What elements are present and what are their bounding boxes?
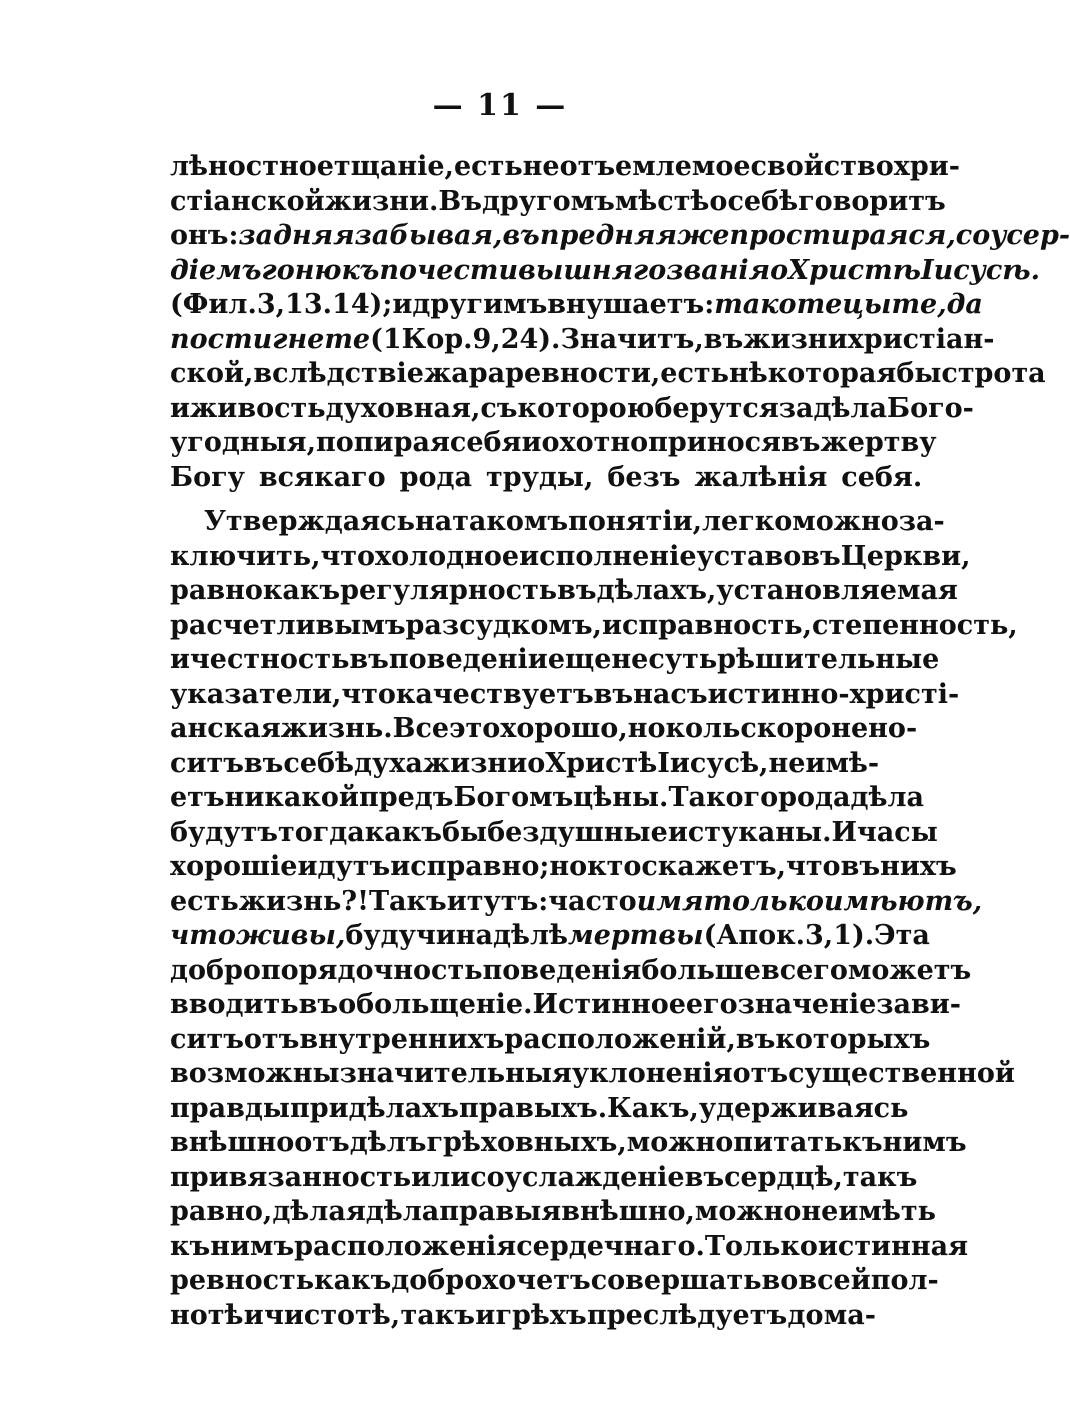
word: внушаетъ: <box>547 289 715 320</box>
word: охотно <box>541 427 649 458</box>
word: 24). <box>500 323 561 355</box>
word: Значитъ, <box>560 323 704 355</box>
word: свойство <box>750 151 894 182</box>
word: принося <box>648 427 781 458</box>
word: будучи <box>345 920 456 951</box>
word: какъ <box>364 816 442 848</box>
word: съ <box>480 392 518 424</box>
word: 9, <box>472 323 501 355</box>
word: ма- <box>823 1299 876 1331</box>
word: не <box>801 1196 839 1227</box>
word: равно, <box>170 1196 273 1227</box>
word: что <box>786 851 841 882</box>
word: сердечнаго. <box>516 1230 705 1262</box>
word: Въ <box>438 185 482 217</box>
italic-word: гоню <box>261 254 342 286</box>
word: быстрота <box>896 358 1046 389</box>
italic-word: діемъ <box>170 254 262 286</box>
text-line <box>170 461 923 496</box>
word: добро <box>391 1265 483 1296</box>
word: Истинное <box>532 989 686 1020</box>
word: 3, <box>805 920 834 951</box>
word: есть <box>170 885 239 917</box>
italic-word: предняя <box>539 220 677 251</box>
word: какъ <box>262 575 341 606</box>
word: духовная, <box>325 392 481 424</box>
text-line <box>170 643 940 678</box>
text-line <box>170 1195 936 1230</box>
word: ключить, <box>170 540 321 572</box>
word: въ <box>298 989 339 1020</box>
word: ской, <box>170 358 254 389</box>
word: Такого <box>668 782 779 813</box>
word: Все <box>392 713 450 744</box>
italic-word: мертвы <box>568 920 704 951</box>
italic-word: да <box>946 289 983 320</box>
word: христіан- <box>847 323 995 355</box>
text-line <box>170 150 960 185</box>
word: рѣшительные <box>717 644 940 675</box>
text-line <box>170 1023 931 1058</box>
word: въ <box>349 644 389 675</box>
word: равно <box>170 575 263 606</box>
word: къ <box>170 1230 211 1262</box>
word: въ <box>840 851 881 882</box>
word: цѣны. <box>573 782 669 813</box>
word: дѣлѣ <box>493 920 569 951</box>
word: себя. <box>841 461 923 493</box>
word: въ <box>593 678 634 710</box>
word: и <box>243 1299 264 1331</box>
word: 14); <box>332 289 393 320</box>
word: тщаніе, <box>333 151 454 182</box>
word: внѣшно, <box>561 1196 695 1227</box>
word: къ <box>842 1127 883 1158</box>
word: добропорядочность <box>170 954 483 986</box>
text-line <box>170 540 971 575</box>
word: отъ <box>294 1127 350 1158</box>
text-line <box>170 678 960 713</box>
word: во <box>761 1265 799 1296</box>
word: никакой <box>224 782 359 813</box>
word: Какъ, <box>607 1092 699 1124</box>
word: жара <box>423 358 506 389</box>
text-line <box>170 885 983 920</box>
word: въ <box>243 747 284 779</box>
word: поведеніи <box>388 644 548 675</box>
word: чистотѣ, <box>264 1299 401 1331</box>
italic-word: имя <box>636 885 704 917</box>
word: исправно; <box>390 851 550 882</box>
word: расчетливымъ <box>170 609 406 641</box>
paragraph-gap <box>170 495 876 505</box>
text-line <box>170 1161 918 1196</box>
word: и <box>475 1299 496 1331</box>
word: привязанность <box>170 1161 412 1193</box>
text-line <box>170 219 1070 254</box>
word: легко <box>702 506 793 537</box>
word: которою <box>517 392 655 424</box>
word: етъ <box>170 782 225 813</box>
word: дѣлахъ, <box>596 575 717 606</box>
word: имѣ- <box>805 747 880 779</box>
word: возможны <box>170 1058 340 1089</box>
word: и <box>392 289 413 320</box>
word: правыхъ. <box>458 1092 608 1124</box>
word: скоро <box>740 713 832 744</box>
word: Церкви, <box>840 540 971 572</box>
word: живость <box>190 392 326 424</box>
word: нотѣ <box>170 1299 244 1331</box>
word: ревности, <box>505 358 661 389</box>
word: говоритъ <box>798 185 946 217</box>
word: указатели, <box>170 678 342 710</box>
word: больше <box>641 954 761 986</box>
word: его <box>685 989 738 1020</box>
italic-word: задняя <box>238 220 355 251</box>
word: тутъ: <box>466 885 549 917</box>
word: въ <box>780 427 821 458</box>
word: правыя <box>439 1196 562 1227</box>
text-line <box>170 426 937 461</box>
word: суть <box>648 644 718 675</box>
word: правды <box>170 1092 290 1124</box>
word: другимъ <box>412 289 548 320</box>
text-line <box>170 288 983 323</box>
word: истинная <box>817 1230 969 1262</box>
word: но- <box>868 713 918 744</box>
text-line <box>170 988 961 1023</box>
word: идутъ <box>297 851 391 882</box>
word: тогда <box>278 816 365 848</box>
word: степенность, <box>811 609 1018 641</box>
word: себѣ <box>727 185 799 217</box>
text-line <box>170 747 880 782</box>
text-line <box>170 1230 969 1265</box>
word: неотъемлемое <box>522 151 751 182</box>
word: регулярность <box>340 575 558 606</box>
word: жизни. <box>324 185 439 217</box>
word: пол- <box>870 1265 939 1296</box>
word: есть <box>453 151 523 182</box>
word: сердцѣ, <box>724 1161 843 1193</box>
italic-word: забывая, <box>354 220 503 251</box>
text-line <box>170 1126 967 1161</box>
word: отъ <box>243 1023 300 1055</box>
word: труды, <box>486 461 594 493</box>
word: въ <box>557 575 597 606</box>
word: всей <box>798 1265 871 1296</box>
word: имѣть <box>838 1196 936 1227</box>
word: лѣностное <box>170 151 334 182</box>
text-line <box>170 712 918 747</box>
word: хри- <box>893 151 960 182</box>
italic-word: къ <box>341 254 380 286</box>
word: дѣлая <box>272 1196 366 1227</box>
word: 13. <box>285 289 333 320</box>
word: истуканы. <box>667 816 832 848</box>
word: истинно-христі- <box>707 678 960 710</box>
word: Іисусѣ, <box>657 747 769 779</box>
text-line <box>170 357 1046 392</box>
italic-word: что <box>170 920 236 951</box>
word: совершать <box>590 1265 762 1296</box>
word: качествуетъ <box>395 678 594 710</box>
word: 3, <box>256 289 286 320</box>
word: на <box>455 920 494 951</box>
word: и <box>446 885 467 917</box>
word: рода <box>778 782 851 813</box>
text-line <box>170 1264 939 1299</box>
italic-word: тецыте, <box>796 289 947 320</box>
text-line <box>170 850 957 885</box>
word: дѣла <box>813 392 888 424</box>
word: жертву <box>820 427 937 458</box>
text-line <box>170 254 1041 289</box>
word: въ <box>703 323 744 355</box>
word: онъ: <box>170 220 239 251</box>
word: нимъ <box>210 1230 295 1262</box>
word: существенной <box>788 1058 1015 1089</box>
word: ситъ <box>170 1023 244 1055</box>
word: дѣлъ <box>349 1127 427 1158</box>
word: угодныя, <box>170 427 317 458</box>
italic-word: живы, <box>235 920 346 951</box>
word: часы <box>857 816 938 848</box>
italic-word: Іисусѣ. <box>920 254 1041 286</box>
word: зави- <box>876 989 961 1020</box>
word: мѣстѣ <box>614 185 710 217</box>
italic-word: только <box>703 885 824 917</box>
word: вводить <box>170 989 299 1020</box>
text-line <box>170 505 945 540</box>
word: жизнь?! <box>238 885 369 917</box>
text-line <box>170 1057 1015 1092</box>
word: нѣкоторая <box>728 358 897 389</box>
word: попирая <box>316 427 450 458</box>
italic-word: тако <box>714 289 797 320</box>
word: въ <box>735 1023 776 1055</box>
word: питать <box>733 1127 843 1158</box>
word: понятіи, <box>568 506 703 537</box>
word: бы <box>442 816 488 848</box>
word: и <box>170 644 191 675</box>
word: (Апок. <box>703 920 805 951</box>
word: безъ <box>607 461 681 493</box>
word: установляемая <box>716 575 958 606</box>
word: можно <box>626 1127 734 1158</box>
italic-word: Христѣ <box>788 254 921 286</box>
text-line <box>170 954 972 989</box>
word: (1 <box>370 323 402 355</box>
word: анская <box>170 713 281 744</box>
word: можетъ <box>847 954 972 986</box>
word: ревность <box>170 1265 315 1296</box>
italic-word: имѣютъ, <box>823 885 983 917</box>
word: Утверждаясь <box>204 506 415 537</box>
body-text <box>170 150 1070 1333</box>
word: за <box>778 392 814 424</box>
word: скажетъ, <box>641 851 787 882</box>
word: внѣшно <box>170 1127 295 1158</box>
word: нимъ <box>882 1127 967 1158</box>
italic-word: въ <box>502 220 540 251</box>
word: Богомъ <box>453 782 574 813</box>
word: жалѣнія <box>694 461 828 493</box>
word: дѣла <box>365 1196 440 1227</box>
word: дѣла <box>850 782 925 813</box>
word: отъ <box>732 1058 789 1089</box>
text-line <box>170 1299 876 1334</box>
word: жизнь. <box>280 713 393 744</box>
word: на <box>414 506 453 537</box>
text-line <box>170 609 1018 644</box>
word: 1). <box>833 920 875 951</box>
word: при <box>289 1092 349 1124</box>
italic-word: простираяся, <box>729 220 956 251</box>
word: духа <box>354 747 423 779</box>
word: часто <box>548 885 637 917</box>
word: обольщеніе. <box>338 989 533 1020</box>
word: грѣхъ <box>495 1299 587 1331</box>
italic-word: почести <box>379 254 519 286</box>
word: до <box>787 1299 824 1331</box>
italic-word: со <box>955 220 991 251</box>
word: можно <box>792 506 899 537</box>
word: уставовъ <box>696 540 841 572</box>
word: Кор. <box>401 323 473 355</box>
word: берутся <box>654 392 779 424</box>
word: значительныя <box>339 1058 572 1089</box>
word: кто <box>587 851 642 882</box>
text-line <box>170 392 974 427</box>
word: честность <box>190 644 350 675</box>
word: расположенія <box>294 1230 517 1262</box>
word: поведенія <box>482 954 642 986</box>
word: насъ <box>633 678 708 710</box>
word: всякаго <box>258 461 386 493</box>
text-line <box>170 816 938 851</box>
text-line <box>170 185 946 220</box>
word: вслѣдствіе <box>253 358 424 389</box>
word: о <box>527 747 546 779</box>
word: хочетъ <box>482 1265 591 1296</box>
italic-word: же <box>676 220 730 251</box>
word: холодное <box>374 540 520 572</box>
word: нихъ <box>880 851 957 882</box>
word: Богу <box>170 461 245 493</box>
word: такъ <box>400 1299 475 1331</box>
word: Христѣ <box>545 747 658 779</box>
word: стіанской <box>170 185 325 217</box>
word: какъ <box>314 1265 392 1296</box>
word: значеніе <box>737 989 877 1020</box>
word: разсудкомъ, <box>405 609 602 641</box>
word: будутъ <box>170 816 279 848</box>
word: уклоненія <box>571 1058 733 1089</box>
word: еще <box>547 644 612 675</box>
text-line <box>170 919 930 954</box>
word: предъ <box>358 782 454 813</box>
word: Эта <box>874 920 930 951</box>
word: всего <box>760 954 848 986</box>
word: внутреннихъ <box>299 1023 505 1055</box>
word: (Фил. <box>170 289 257 320</box>
word: не <box>768 747 806 779</box>
word: о <box>709 185 728 217</box>
text-line <box>170 781 925 816</box>
italic-word: вышняго <box>518 254 667 286</box>
word: жизни <box>743 323 848 355</box>
word: въ <box>684 1161 725 1193</box>
italic-word: званія <box>666 254 771 286</box>
word: преслѣдуетъ <box>587 1299 788 1331</box>
word: рода <box>399 461 473 493</box>
text-line <box>170 323 995 358</box>
word: такомъ <box>452 506 569 537</box>
word: и <box>521 427 542 458</box>
word: есть <box>660 358 729 389</box>
word: дѣлахъ <box>348 1092 459 1124</box>
word: не <box>611 644 649 675</box>
word: исправность, <box>601 609 812 641</box>
word: Бого- <box>887 392 974 424</box>
text-line <box>170 1092 909 1127</box>
word: можно <box>694 1196 802 1227</box>
word: бездушные <box>487 816 668 848</box>
italic-word: постигнете <box>170 323 371 355</box>
word: Только <box>704 1230 818 1262</box>
word: и <box>170 392 191 424</box>
word: что <box>341 678 396 710</box>
word: грѣховныхъ, <box>426 1127 627 1158</box>
word: но <box>549 851 588 882</box>
word: что <box>320 540 375 572</box>
word: расположеній, <box>504 1023 736 1055</box>
italic-word: о <box>770 254 789 286</box>
word: такъ <box>842 1161 918 1193</box>
page-number: — 11 — <box>432 88 568 123</box>
italic-word: усер- <box>990 220 1070 251</box>
word: за- <box>898 506 945 537</box>
word: это <box>449 713 501 744</box>
word: себя <box>449 427 522 458</box>
word: жизни <box>422 747 528 779</box>
word: но <box>627 713 666 744</box>
text-line <box>170 574 958 609</box>
word: коль <box>665 713 741 744</box>
word: соуслажденіе <box>470 1161 685 1193</box>
word: другомъ <box>481 185 615 217</box>
word: удерживаясь <box>698 1092 909 1124</box>
word: или <box>411 1161 471 1193</box>
word: исполненіе <box>519 540 697 572</box>
word: хорошо, <box>500 713 628 744</box>
word: которыхъ <box>775 1023 931 1055</box>
word: Такъ <box>368 885 447 917</box>
word: не <box>831 713 869 744</box>
word: И <box>831 816 858 848</box>
word: ситъ <box>170 747 244 779</box>
word: хорошіе <box>170 851 298 882</box>
word: себѣ <box>283 747 355 779</box>
